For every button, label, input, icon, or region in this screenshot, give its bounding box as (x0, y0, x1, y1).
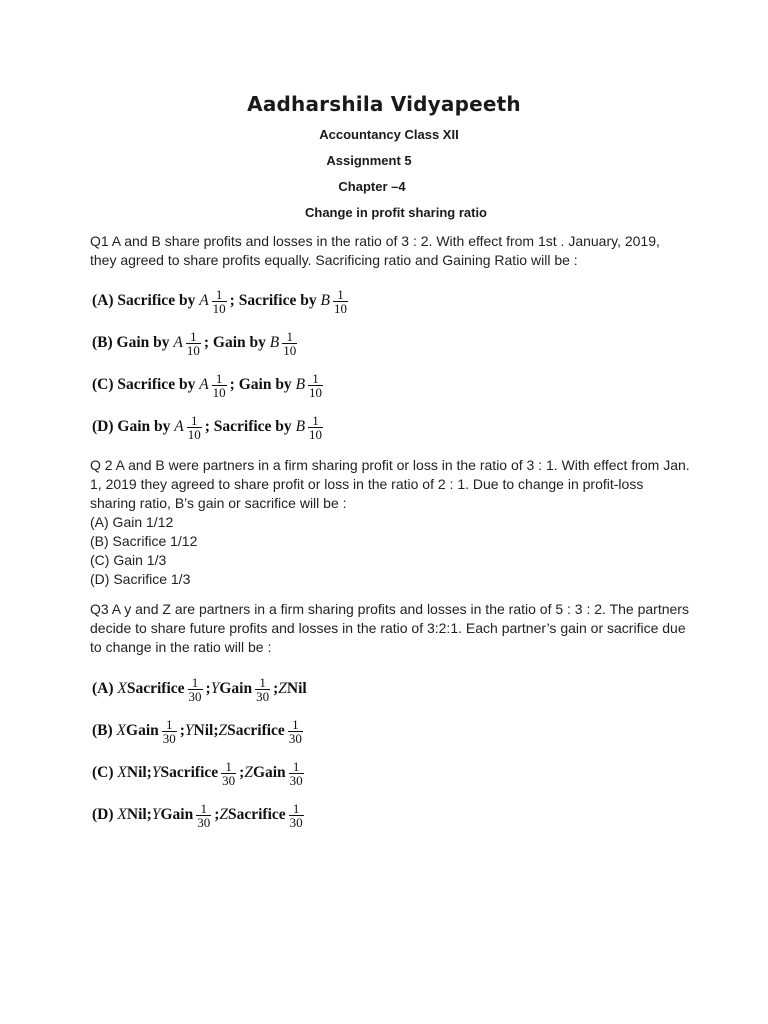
variable: Z (219, 806, 228, 823)
denominator: 10 (186, 342, 200, 358)
fraction (289, 760, 304, 787)
option-label: (A) (92, 680, 114, 697)
denominator: 30 (162, 730, 176, 746)
school-title: Aadharshila Vidyapeeth (247, 92, 521, 116)
variable: Z (244, 764, 253, 781)
option-label: (D) (92, 418, 114, 435)
denominator: 30 (197, 814, 211, 830)
numerator: 1 (337, 286, 344, 302)
variable: B (320, 292, 330, 309)
fraction (212, 372, 227, 399)
numerator: 1 (292, 758, 300, 774)
option-text: Sacrifice by (117, 292, 196, 309)
denominator: 30 (222, 772, 236, 788)
topic-heading: Change in profit sharing ratio (304, 205, 487, 220)
option-text: Gain (252, 764, 286, 781)
variable: X (117, 806, 127, 823)
numerator: 1 (259, 674, 266, 690)
fraction (162, 718, 177, 745)
option-text: Sacrifice (160, 764, 219, 781)
numerator: 1 (200, 800, 207, 816)
question-3-option-c (92, 756, 307, 790)
denominator: 30 (289, 814, 303, 830)
variable: B (295, 376, 306, 393)
fraction (289, 802, 304, 829)
option-text: Nil; (126, 764, 152, 781)
question-2-option-a: (A) Gain 1/12 (90, 514, 174, 530)
variable: B (269, 334, 280, 351)
subject-heading: Accountancy Class XII (319, 127, 459, 142)
fraction (186, 330, 201, 357)
fraction (221, 760, 236, 787)
denominator: 10 (333, 300, 347, 316)
option-text: ; (205, 680, 211, 697)
variable: Z (218, 722, 228, 739)
denominator: 10 (187, 426, 201, 442)
option-text: Gain (219, 680, 253, 697)
fraction (196, 802, 211, 829)
denominator: 10 (212, 384, 226, 400)
fraction (288, 718, 303, 745)
question-3-text: Q3 A y and Z are partners in a firm sharing profits and losses in the ratio of 5 : 3 : 2. The partners decide to share future profits and losses in the ratio of 3:2:1. Each partner’s gain or sacrifice due to change in the ratio will be : (90, 601, 689, 655)
fraction (282, 330, 297, 357)
denominator: 10 (212, 300, 226, 316)
denominator: 10 (309, 426, 323, 442)
variable: B (295, 418, 306, 435)
variable: Y (184, 722, 194, 739)
fraction (187, 414, 202, 441)
question-2-block (90, 456, 690, 589)
question-1-option-b (92, 326, 300, 360)
option-text: Nil (286, 680, 307, 697)
question-3-option-b (92, 714, 306, 748)
option-text: Sacrifice (126, 680, 185, 697)
assignment-heading: Assignment 5 (326, 153, 412, 168)
option-label: (A) (92, 292, 114, 309)
option-text: ; (239, 764, 245, 781)
fraction (188, 676, 203, 703)
option-text: Nil; (193, 722, 219, 739)
fraction (308, 414, 323, 441)
question-2-option-d: (D) Sacrifice 1/3 (90, 571, 191, 587)
denominator: 30 (188, 688, 202, 704)
option-text: Sacrifice (227, 722, 285, 739)
option-text: ; (179, 722, 185, 739)
option-text: ; Sacrifice by (204, 418, 292, 435)
option-text: Gain (126, 722, 159, 739)
option-label: (B) (92, 722, 113, 739)
question-1-text: Q1 A and B share profits and losses in the ratio of 3 : 2. With effect from 1st . January, 2019, they agreed to share profits equally. Sacrificing ratio and Gaining Ratio will be : (90, 233, 660, 268)
option-label: (C) (92, 376, 114, 393)
option-text: ; Sacrifice by (229, 292, 317, 309)
option-label: (C) (92, 764, 114, 781)
numerator: 1 (286, 328, 293, 344)
option-text: ; (214, 806, 220, 823)
fraction (333, 288, 348, 315)
variable: A (199, 376, 209, 393)
option-text: Gain by (116, 334, 170, 351)
question-2-text: Q 2 A and B were partners in a firm sharing profit or loss in the ratio of 3 : 1. With effect from Jan. 1, 2019 they agreed to share profit or loss in the ratio of 2 : 1. Due to change in profit-loss sharing ratio, B’s gain or sacrifice will be : (90, 457, 690, 511)
variable: X (116, 722, 127, 739)
numerator: 1 (292, 716, 299, 732)
option-text: ; (273, 680, 279, 697)
numerator: 1 (225, 758, 232, 774)
chapter-heading: Chapter –4 (338, 179, 406, 194)
fraction (308, 372, 323, 399)
option-label: (B) (92, 334, 113, 351)
question-2-option-c: (C) Gain 1/3 (90, 552, 167, 568)
numerator: 1 (292, 800, 300, 816)
fraction (255, 676, 270, 703)
numerator: 1 (191, 674, 199, 690)
option-text: Nil; (126, 806, 152, 823)
denominator: 30 (256, 688, 270, 704)
option-text: Sacrifice by (117, 376, 196, 393)
numerator: 1 (215, 286, 223, 302)
numerator: 1 (215, 370, 223, 386)
variable: A (199, 292, 209, 309)
question-1-option-d (92, 410, 326, 444)
numerator: 1 (312, 412, 319, 428)
numerator: 1 (190, 412, 198, 428)
question-1-option-c (92, 368, 326, 402)
option-text: Sacrifice (228, 806, 286, 823)
option-text: ; Gain by (229, 376, 292, 393)
option-text: ; Gain by (203, 334, 266, 351)
denominator: 30 (288, 730, 302, 746)
numerator: 1 (312, 370, 319, 386)
fraction (212, 288, 227, 315)
option-label: (D) (92, 806, 114, 823)
variable: Z (278, 680, 287, 697)
variable: X (117, 764, 127, 781)
option-text: Gain by (117, 418, 171, 435)
denominator: 10 (309, 384, 323, 400)
question-3-option-d (92, 798, 307, 832)
numerator: 1 (166, 716, 173, 732)
denominator: 30 (289, 772, 303, 788)
variable: A (173, 334, 183, 351)
question-1-option-a (92, 284, 351, 318)
variable: Y (210, 680, 220, 697)
question-3-option-a (92, 672, 307, 706)
question-2-option-b: (B) Sacrifice 1/12 (90, 533, 198, 549)
denominator: 10 (283, 342, 297, 358)
variable: A (174, 418, 184, 435)
option-text: Gain (160, 806, 194, 823)
variable: X (117, 680, 127, 697)
numerator: 1 (190, 328, 197, 344)
variable: Y (151, 764, 161, 781)
variable: Y (151, 806, 161, 823)
